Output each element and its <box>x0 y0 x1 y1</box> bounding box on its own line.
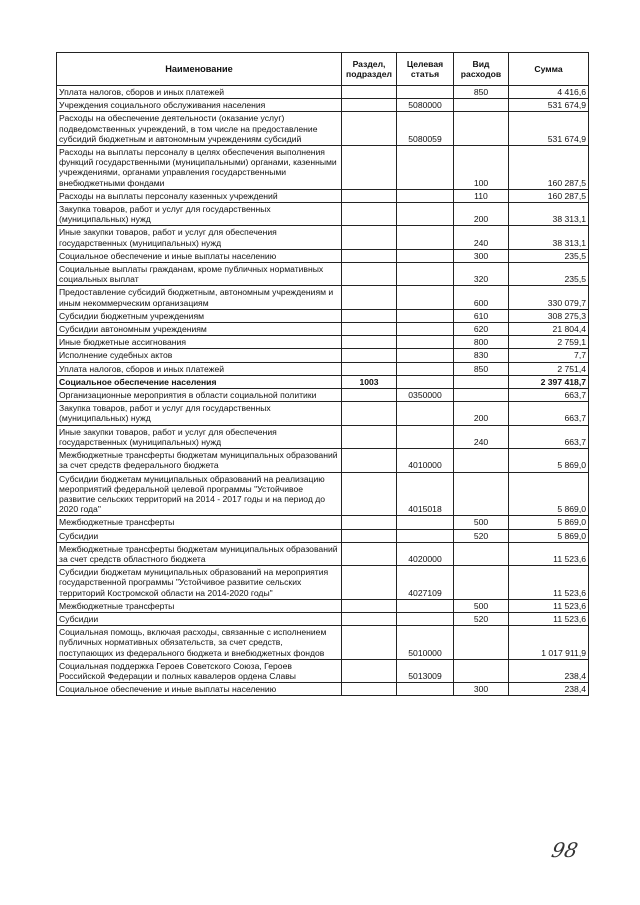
row-name: Субсидии автономным учреждениям <box>57 323 342 336</box>
row-section <box>342 425 397 448</box>
budget-table-sheet <box>56 52 588 696</box>
row-section <box>342 542 397 565</box>
table-row <box>57 566 589 600</box>
row-target: 5010000 <box>397 626 454 660</box>
row-section <box>342 226 397 249</box>
row-kind: 200 <box>454 402 509 425</box>
row-sum: 2 759,1 <box>509 336 589 349</box>
table-row <box>57 375 589 388</box>
row-name: Закупка товаров, работ и услуг для государственных (муниципальных) нужд <box>57 402 342 425</box>
row-target <box>397 146 454 190</box>
row-kind: 620 <box>454 323 509 336</box>
row-sum: 5 869,0 <box>509 529 589 542</box>
row-name: Социальное обеспечение населения <box>57 375 342 388</box>
row-sum: 160 287,5 <box>509 146 589 190</box>
row-kind <box>454 626 509 660</box>
row-kind <box>454 99 509 112</box>
table-row <box>57 425 589 448</box>
row-target <box>397 323 454 336</box>
table-row <box>57 86 589 99</box>
row-name: Социальная помощь, включая расходы, связанные с исполнением публичных нормативных обязательств, за счет средств, поступающих из федерального бюджета и внебюджетных фондов <box>57 626 342 660</box>
row-kind: 100 <box>454 146 509 190</box>
row-sum: 160 287,5 <box>509 189 589 202</box>
row-name: Социальная поддержка Героев Советского Союза, Героев Российской Федерации и полных кавалеров ордена Славы <box>57 659 342 682</box>
row-sum: 235,5 <box>509 263 589 286</box>
row-kind <box>454 659 509 682</box>
row-name: Социальное обеспечение и иные выплаты населению <box>57 683 342 696</box>
row-name: Предоставление субсидий бюджетным, автономным учреждениям и иным некоммерческим организациям <box>57 286 342 309</box>
row-target <box>397 309 454 322</box>
table-row <box>57 336 589 349</box>
row-name: Субсидии бюджетам муниципальных образований на реализацию мероприятий федеральной целевой программы "Устойчивое развитие сельских территорий на 2014 - 2017 годы и на период до 2020 года" <box>57 472 342 516</box>
row-section <box>342 349 397 362</box>
table-row <box>57 599 589 612</box>
row-name: Иные бюджетные ассигнования <box>57 336 342 349</box>
table-header-row <box>57 53 589 86</box>
row-kind: 850 <box>454 86 509 99</box>
row-target: 4010000 <box>397 449 454 472</box>
table-row <box>57 389 589 402</box>
row-section <box>342 389 397 402</box>
row-target <box>397 189 454 202</box>
table-row <box>57 189 589 202</box>
row-sum: 5 869,0 <box>509 516 589 529</box>
row-target: 4015018 <box>397 472 454 516</box>
row-kind: 520 <box>454 612 509 625</box>
table-row <box>57 309 589 322</box>
row-kind <box>454 542 509 565</box>
row-kind: 500 <box>454 516 509 529</box>
row-sum: 38 313,1 <box>509 226 589 249</box>
row-section <box>342 336 397 349</box>
row-sum: 38 313,1 <box>509 203 589 226</box>
table-row <box>57 226 589 249</box>
row-section <box>342 86 397 99</box>
row-kind <box>454 566 509 600</box>
row-name: Иные закупки товаров, работ и услуг для обеспечения государственных (муниципальных) нужд <box>57 425 342 448</box>
row-sum: 5 869,0 <box>509 472 589 516</box>
table-row <box>57 286 589 309</box>
row-section <box>342 203 397 226</box>
row-name: Социальное обеспечение и иные выплаты населению <box>57 249 342 262</box>
row-name: Иные закупки товаров, работ и услуг для обеспечения государственных (муниципальных) нужд <box>57 226 342 249</box>
row-name: Межбюджетные трансферты бюджетам муниципальных образований за счет средств областного бюджета <box>57 542 342 565</box>
row-target: 4027109 <box>397 566 454 600</box>
budget-table <box>56 52 589 696</box>
row-section <box>342 323 397 336</box>
header-target: Целевая статья <box>397 53 454 86</box>
row-kind <box>454 389 509 402</box>
row-section <box>342 626 397 660</box>
row-kind: 200 <box>454 203 509 226</box>
row-sum: 330 079,7 <box>509 286 589 309</box>
table-row <box>57 449 589 472</box>
table-row <box>57 349 589 362</box>
row-target <box>397 336 454 349</box>
row-target: 0350000 <box>397 389 454 402</box>
row-section <box>342 683 397 696</box>
row-kind: 240 <box>454 226 509 249</box>
table-row <box>57 146 589 190</box>
table-row <box>57 472 589 516</box>
row-target <box>397 226 454 249</box>
row-kind: 110 <box>454 189 509 202</box>
table-row <box>57 112 589 146</box>
row-sum: 235,5 <box>509 249 589 262</box>
table-row <box>57 362 589 375</box>
row-sum: 1 017 911,9 <box>509 626 589 660</box>
header-name: Наименование <box>57 53 342 86</box>
table-row <box>57 402 589 425</box>
header-section: Раздел, подраздел <box>342 53 397 86</box>
row-section <box>342 612 397 625</box>
row-name: Исполнение судебных актов <box>57 349 342 362</box>
row-kind: 240 <box>454 425 509 448</box>
row-kind: 800 <box>454 336 509 349</box>
table-row <box>57 626 589 660</box>
table-row <box>57 263 589 286</box>
row-kind <box>454 112 509 146</box>
row-sum: 4 416,6 <box>509 86 589 99</box>
row-sum: 5 869,0 <box>509 449 589 472</box>
row-section <box>342 112 397 146</box>
row-sum: 238,4 <box>509 659 589 682</box>
row-target <box>397 375 454 388</box>
row-kind: 600 <box>454 286 509 309</box>
row-kind: 520 <box>454 529 509 542</box>
row-sum: 11 523,6 <box>509 566 589 600</box>
row-section <box>342 402 397 425</box>
row-section <box>342 599 397 612</box>
row-target <box>397 529 454 542</box>
table-row <box>57 542 589 565</box>
row-target <box>397 249 454 262</box>
row-section <box>342 449 397 472</box>
row-target <box>397 402 454 425</box>
row-section <box>342 263 397 286</box>
row-section <box>342 516 397 529</box>
row-name: Социальные выплаты гражданам, кроме публичных нормативных социальных выплат <box>57 263 342 286</box>
row-name: Уплата налогов, сборов и иных платежей <box>57 86 342 99</box>
table-row <box>57 516 589 529</box>
row-sum: 238,4 <box>509 683 589 696</box>
row-section <box>342 472 397 516</box>
table-row <box>57 99 589 112</box>
row-name: Уплата налогов, сборов и иных платежей <box>57 362 342 375</box>
row-target <box>397 286 454 309</box>
row-sum: 11 523,6 <box>509 612 589 625</box>
row-sum: 663,7 <box>509 402 589 425</box>
row-kind: 830 <box>454 349 509 362</box>
table-body <box>57 86 589 696</box>
row-kind: 300 <box>454 249 509 262</box>
header-sum: Сумма <box>509 53 589 86</box>
table-row <box>57 203 589 226</box>
row-section <box>342 286 397 309</box>
table-row <box>57 249 589 262</box>
row-name: Межбюджетные трансферты <box>57 599 342 612</box>
row-target: 4020000 <box>397 542 454 565</box>
row-sum: 2 751,4 <box>509 362 589 375</box>
row-sum: 663,7 <box>509 425 589 448</box>
row-name: Расходы на выплаты персоналу в целях обеспечения выполнения функций государственными (муниципальными) органами, казенными учреждениями, органами управления государственными внебюджетными фондами <box>57 146 342 190</box>
row-sum: 11 523,6 <box>509 542 589 565</box>
row-target <box>397 425 454 448</box>
row-sum: 2 397 418,7 <box>509 375 589 388</box>
row-kind <box>454 449 509 472</box>
row-section: 1003 <box>342 375 397 388</box>
row-target <box>397 349 454 362</box>
row-kind: 850 <box>454 362 509 375</box>
row-sum: 7,7 <box>509 349 589 362</box>
row-sum: 531 674,9 <box>509 99 589 112</box>
row-target <box>397 599 454 612</box>
table-row <box>57 529 589 542</box>
row-name: Учреждения социального обслуживания населения <box>57 99 342 112</box>
row-target <box>397 86 454 99</box>
row-name: Субсидии бюджетам муниципальных образований на мероприятия государственной программы "Устойчивое развитие сельских территорий Костромской области на 2014-2020 годы" <box>57 566 342 600</box>
row-target <box>397 612 454 625</box>
row-section <box>342 362 397 375</box>
row-target <box>397 203 454 226</box>
row-target <box>397 516 454 529</box>
row-section <box>342 146 397 190</box>
row-kind <box>454 472 509 516</box>
row-target <box>397 683 454 696</box>
row-sum: 11 523,6 <box>509 599 589 612</box>
row-section <box>342 566 397 600</box>
row-name: Расходы на выплаты персоналу казенных учреждений <box>57 189 342 202</box>
row-kind: 320 <box>454 263 509 286</box>
row-section <box>342 99 397 112</box>
row-name: Субсидии <box>57 612 342 625</box>
row-name: Субсидии <box>57 529 342 542</box>
row-sum: 308 275,3 <box>509 309 589 322</box>
row-kind: 610 <box>454 309 509 322</box>
table-row <box>57 323 589 336</box>
row-kind <box>454 375 509 388</box>
row-name: Межбюджетные трансферты бюджетам муниципальных образований за счет средств федерального бюджета <box>57 449 342 472</box>
row-kind: 300 <box>454 683 509 696</box>
header-kind: Вид расходов <box>454 53 509 86</box>
row-name: Организационные мероприятия в области социальной политики <box>57 389 342 402</box>
row-section <box>342 189 397 202</box>
row-target <box>397 362 454 375</box>
row-section <box>342 309 397 322</box>
row-name: Субсидии бюджетным учреждениям <box>57 309 342 322</box>
table-row <box>57 659 589 682</box>
row-sum: 531 674,9 <box>509 112 589 146</box>
table-row <box>57 683 589 696</box>
row-target: 5080000 <box>397 99 454 112</box>
row-target <box>397 263 454 286</box>
row-name: Межбюджетные трансферты <box>57 516 342 529</box>
row-section <box>342 659 397 682</box>
row-target: 5080059 <box>397 112 454 146</box>
row-target: 5013009 <box>397 659 454 682</box>
row-kind: 500 <box>454 599 509 612</box>
row-section <box>342 529 397 542</box>
row-name: Расходы на обеспечение деятельности (оказание услуг) подведомственных учреждений, в том числе на предоставление субсидий бюджетным и автономным учреждениям субсидий <box>57 112 342 146</box>
table-row <box>57 612 589 625</box>
row-sum: 663,7 <box>509 389 589 402</box>
row-name: Закупка товаров, работ и услуг для государственных (муниципальных) нужд <box>57 203 342 226</box>
row-section <box>342 249 397 262</box>
page-number: 98 <box>549 838 581 862</box>
row-sum: 21 804,4 <box>509 323 589 336</box>
